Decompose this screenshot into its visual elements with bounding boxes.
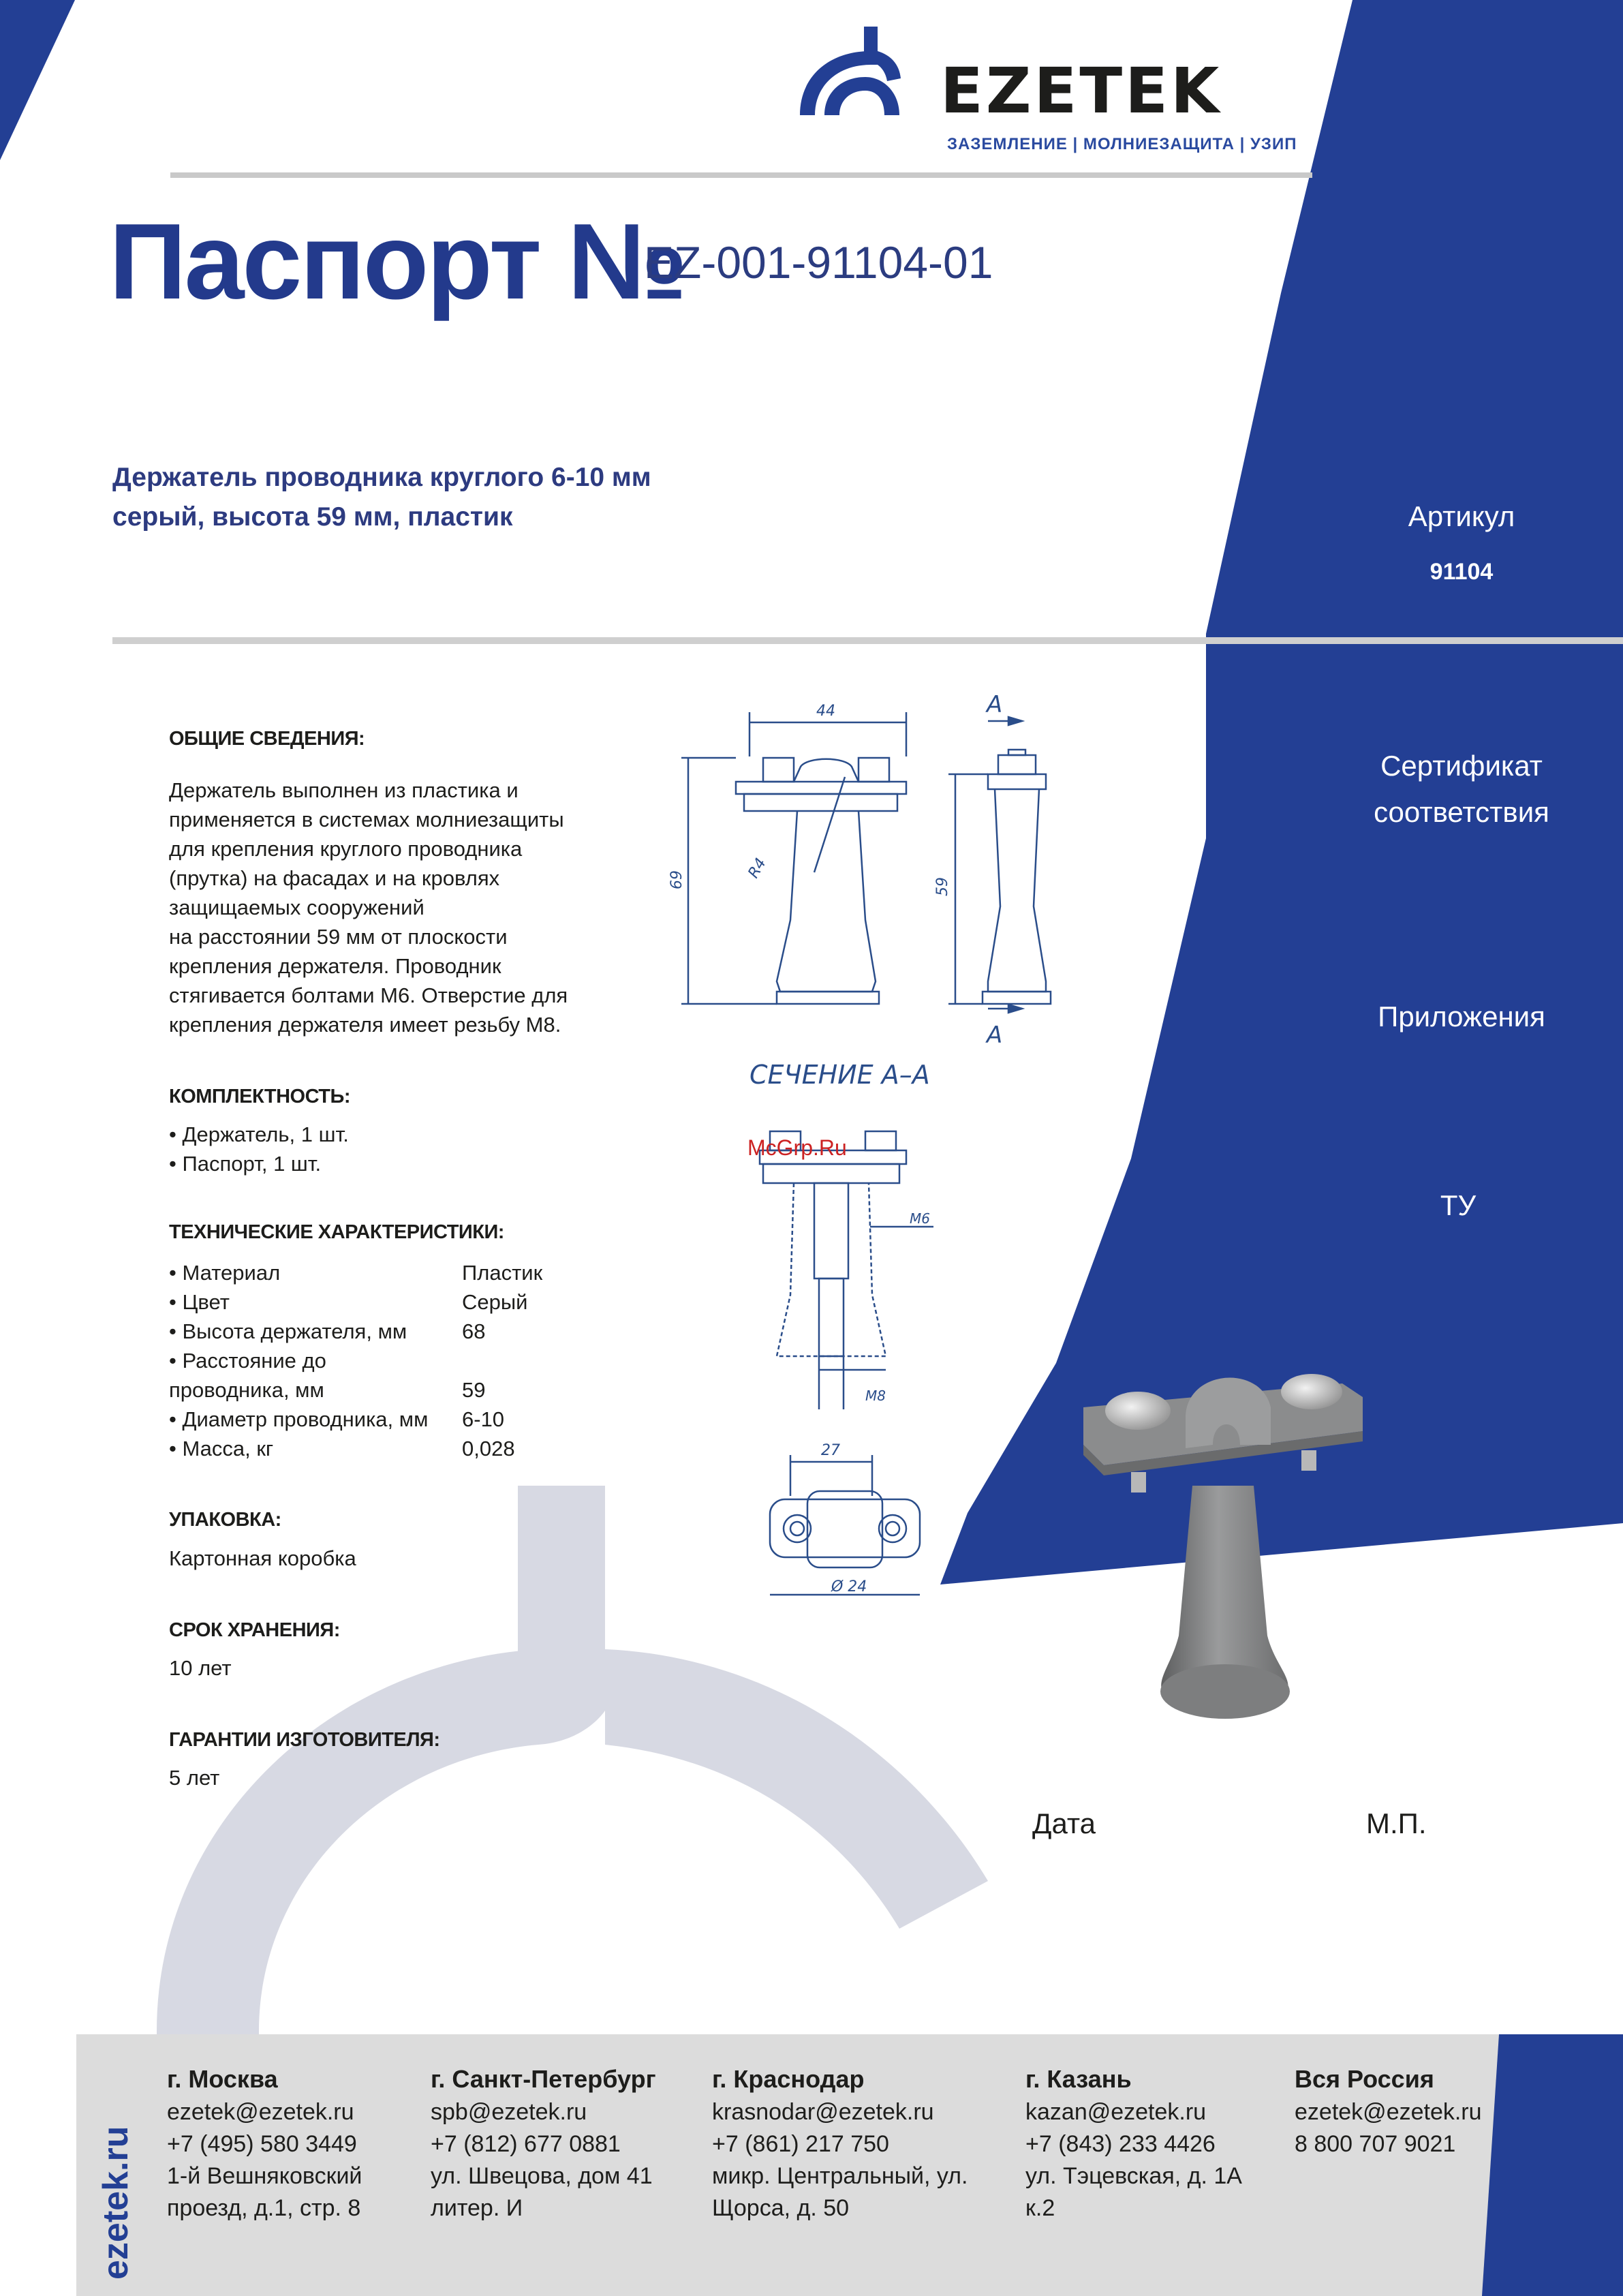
product-name-line2: серый, высота 59 мм, пластик [112,502,513,532]
tech-value: 0,028 [462,1437,515,1460]
dim-side: 59 [934,877,951,896]
tech-value: 68 [462,1319,486,1343]
warranty-value: 5 лет [169,1766,220,1790]
footer-city: г. Санкт-Петербург [431,2065,656,2093]
article-value: 91104 [1429,559,1494,585]
tech-value: Пластик [462,1261,543,1285]
footer-city: г. Казань [1025,2065,1132,2093]
pack-title: УПАКОВКА: [169,1509,281,1531]
tech-label: • Цвет [169,1290,230,1314]
footer-contact-column [1295,2065,1482,2160]
front-view [668,703,906,1004]
page-title: Паспорт № [109,202,686,322]
storage-title: СРОК ХРАНЕНИЯ: [169,1619,340,1641]
footer-line: Щорса, д. 50 [712,2195,850,2221]
footer-contact-column [431,2065,656,2224]
general-line: для крепления круглого проводника [169,837,523,861]
dim-width: 44 [816,703,835,720]
general-line: защищаемых сооружений [169,896,424,919]
footer-city: г. Краснодар [712,2065,865,2093]
footer-contact-column [167,2065,362,2224]
footer-line: литер. И [431,2195,523,2221]
footer-line: +7 (843) 233 4426 [1025,2131,1216,2157]
tech-label: проводника, мм [169,1378,324,1402]
logo-mark-icon [797,24,903,119]
pack-value: Картонная коробка [169,1546,356,1570]
passport-number: EZ-001-91104-01 [644,237,993,288]
section-mark-bottom: A [987,1022,1003,1049]
section-view [760,1131,933,1409]
footer-line: проезд, д.1, стр. 8 [167,2195,361,2221]
footer-city: Вся Россия [1295,2065,1434,2093]
general-description [169,776,646,1039]
storage-value: 10 лет [169,1656,232,1680]
warranty-title: ГАРАНТИИ ИЗГОТОВИТЕЛЯ: [169,1729,440,1751]
tech-row [169,1346,646,1375]
tu-label: ТУ [1440,1189,1477,1221]
footer-email-link[interactable]: ezetek@ezetek.ru [1295,2099,1482,2125]
general-line: крепления держателя. Проводник [169,954,501,978]
tech-table [169,1258,646,1469]
tech-value: Серый [462,1290,528,1314]
footer-line: ул. Тэцевская, д. 1А [1025,2163,1242,2189]
stamp-label: М.П. [1366,1807,1427,1839]
certificate-line1: Сертификат [1380,750,1543,782]
product-name-line1: Держатель проводника круглого 6-10 мм [112,463,651,492]
footer-email-link[interactable]: kazan@ezetek.ru [1025,2099,1207,2125]
bottom-view [770,1442,920,1595]
tech-row [169,1434,646,1463]
appendix-label: Приложения [1378,1000,1545,1032]
side-view [934,691,1051,1049]
footer-contact-column [1025,2065,1242,2224]
general-line: Держатель выполнен из пластика и [169,778,519,802]
tech-label: • Диаметр проводника, мм [169,1407,429,1431]
section-label: СЕЧЕНИЕ А–А [749,1060,930,1090]
dim-d24: Ø 24 [831,1578,867,1595]
logo-text: EZETEK [940,55,1222,127]
tech-title: ТЕХНИЧЕСКИЕ ХАРАКТЕРИСТИКИ: [169,1221,504,1243]
general-line: применяется в системах молниезащиты [169,808,564,831]
footer-email-link[interactable]: krasnodar@ezetek.ru [712,2099,934,2125]
section-mark-top: A [987,691,1003,718]
brand-tagline: ЗАЗЕМЛЕНИЕ | МОЛНИЕЗАЩИТА | УЗИП [947,135,1297,153]
blue-sliver-left [0,0,75,160]
tech-label: • Масса, кг [169,1437,274,1460]
footer-line: +7 (861) 217 750 [712,2131,889,2157]
dim-27: 27 [821,1442,840,1459]
dim-m8: М8 [865,1388,886,1404]
article-label: Артикул [1408,500,1515,532]
general-line: (прутка) на фасадах и на кровлях [169,866,500,890]
header-rule [170,172,1312,178]
site-vertical [95,2075,134,2280]
dim-radius: R4 [745,855,770,881]
footer-contact-column [712,2065,968,2224]
footer-line: 8 800 707 9021 [1295,2131,1456,2157]
footer-line: ул. Швецова, дом 41 [431,2163,653,2189]
kit-title: КОМПЛЕКТНОСТЬ: [169,1086,351,1107]
tech-value: 6-10 [462,1407,505,1431]
footer-line: +7 (812) 677 0881 [431,2131,621,2157]
tech-row [169,1375,646,1405]
general-line: стягивается болтами М6. Отверстие для [169,983,568,1007]
product-rule [112,637,1623,644]
footer-city: г. Москва [167,2065,278,2093]
footer-line: 1-й Вешняковский [167,2163,362,2189]
footer-line: к.2 [1025,2195,1055,2221]
kit-item: • Держатель, 1 шт. [169,1122,349,1146]
general-line: на расстоянии 59 мм от плоскости [169,925,508,949]
tech-label: • Расстояние до [169,1349,326,1373]
dim-m6: М6 [910,1210,930,1227]
product-name [112,458,998,537]
certificate-label [1346,743,1577,836]
footer-email-link[interactable]: spb@ezetek.ru [431,2099,587,2125]
site-url[interactable]: ezetek.ru [96,2126,136,2280]
tech-row [169,1258,646,1287]
date-label: Дата [1032,1807,1096,1839]
tech-value: 59 [462,1378,486,1402]
product-photo [1077,1343,1376,1738]
tech-label: • Высота держателя, мм [169,1319,407,1343]
general-line: крепления держателя имеет резьбу М8. [169,1013,561,1037]
footer-email-link[interactable]: ezetek@ezetek.ru [167,2099,354,2125]
tech-row [169,1405,646,1434]
footer-line: микр. Центральный, ул. [712,2163,968,2189]
tech-row [169,1287,646,1317]
kit-list [169,1120,646,1178]
tech-label: • Материал [169,1261,281,1285]
general-title: ОБЩИЕ СВЕДЕНИЯ: [169,728,365,750]
footer-line: +7 (495) 580 3449 [167,2131,357,2157]
tech-row [169,1317,646,1346]
certificate-line2: соответствия [1374,796,1549,828]
watermark-text: McGrp.Ru [747,1135,847,1160]
footer-blue-edge [1482,2034,1623,2296]
kit-item: • Паспорт, 1 шт. [169,1152,322,1176]
dim-height: 69 [668,870,685,889]
